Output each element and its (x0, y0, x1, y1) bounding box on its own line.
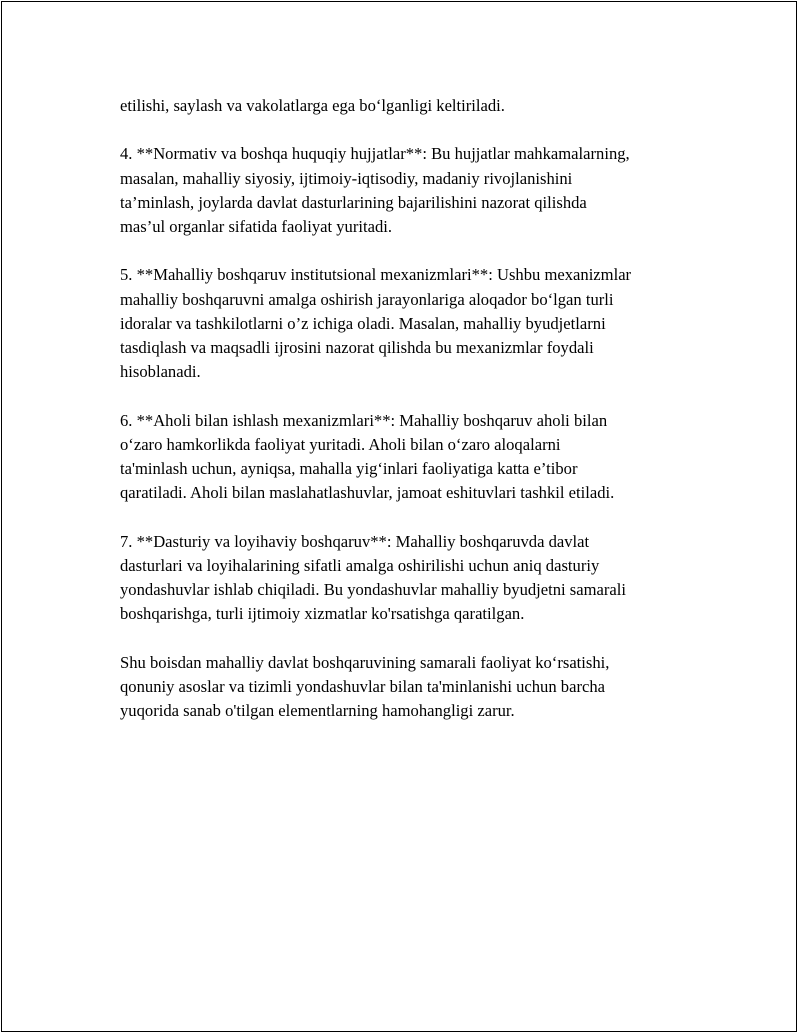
document-page (1, 1, 797, 1032)
paragraph-continuation: etilishi, saylash va vakolatlarga ega bo‘lganligi keltiriladi. (120, 96, 505, 115)
paragraph-item-7: 7. **Dasturiy va loyihaviy boshqaruv**: Mahalliy boshqaruvda davlat dasturlari va loyihalarining sifatli amalga oshirilishi uchun aniq dasturiy yondashuvlar ishlab chiqiladi. Bu yondashuvlar mahalliy byudjetni samarali boshqarishga, turli ijtimoiy xizmatlar ko'rsatishga qaratilgan. (120, 531, 627, 624)
paragraph-item-5: 5. **Mahalliy boshqaruv institutsional mexanizmlari**: Ushbu mexanizmlar mahalliy boshqaruvni amalga oshirish jarayonlariga aloqador bo‘lgan turli idoralar va tashkilotlarni o’z ichiga oladi. Masalan, mahalliy byudjetlarni tasdiqlash va maqsadli ijrosini nazorat qilishda bu mexanizmlar foydali hisoblanadi. (120, 265, 632, 382)
paragraph-item-6: 6. **Aholi bilan ishlash mexanizmlari**: Mahalliy boshqaruv aholi bilan o‘zaro hamkorlikda faoliyat yuritadi. Aholi bilan o‘zaro aloqalarni ta'minlash uchun, ayniqsa, mahalla yig‘inlari faoliyatiga katta e’tibor qaratiladi. Aholi bilan maslahatlashuvlar, jamoat eshituvlari tashkil etiladi. (120, 410, 615, 503)
document-body (120, 94, 720, 747)
paragraph-item-4: 4. **Normativ va boshqa huquqiy hujjatlar**: Bu hujjatlar mahkamalarning, masalan, mahalliy siyosiy, ijtimoiy-iqtisodiy, madaniy rivojlanishini ta’minlash, joylarda davlat dasturlarining bajarilishini nazorat qilishda mas’ul organlar sifatida faoliyat yuritadi. (120, 144, 630, 236)
paragraph-conclusion: Shu boisdan mahalliy davlat boshqaruvining samarali faoliyat ko‘rsatishi, qonuniy asoslar va tizimli yondashuvlar bilan ta'minlanishi uchun barcha yuqorida sanab o'tilgan elementlarning hamohangligi zarur. (120, 652, 610, 720)
